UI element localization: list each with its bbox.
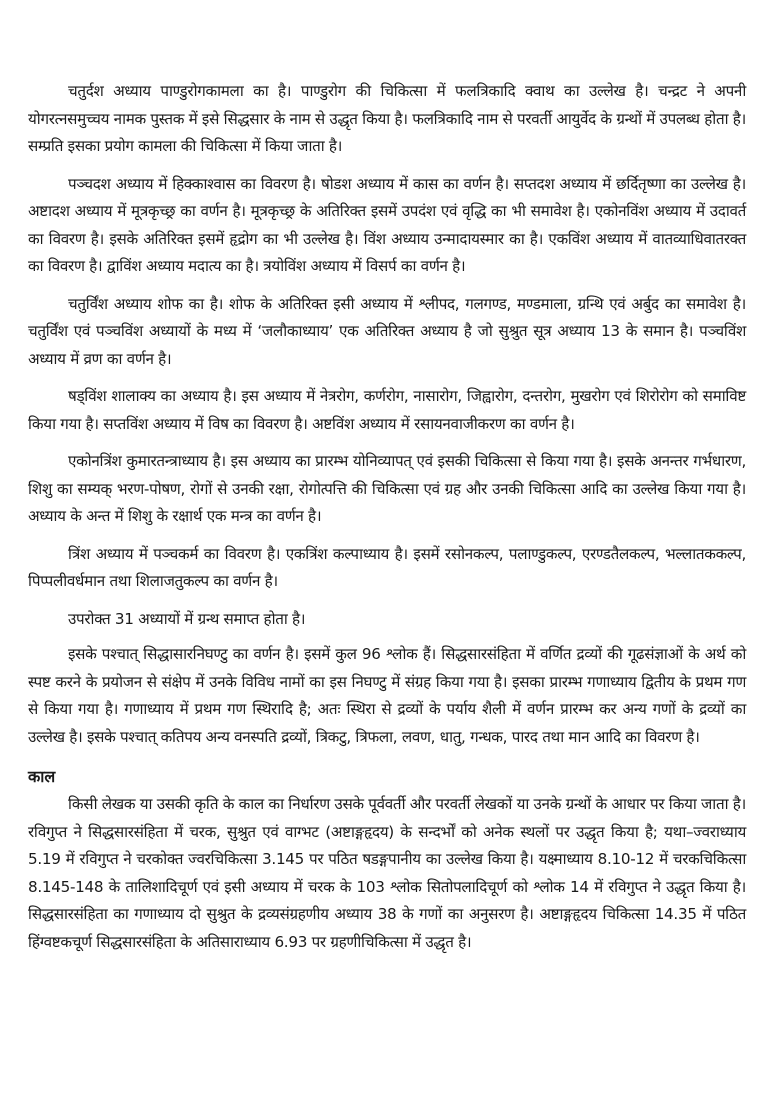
paragraph-chapters-24-25: चतुर्विंश अध्याय शोफ का है। शोफ के अतिरिक्त इसी अध्याय में श्लीपद, गलगण्ड, मण्डमाला, ग्रन्थि एवं अर्बुद का समावेश है। चतुर्विंश एवं पञ्चविंश अध्यायों के मध्य में ‘जलौकाध्याय’ एक अतिरिक्त अध्याय है जो सुश्रुत सूत्र अध्याय 13 के समान है। पञ्चविंश अध्याय में व्रण का वर्णन है। (28, 294, 746, 368)
paragraph-chapters-30-31: त्रिंश अध्याय में पञ्चकर्म का विवरण है। एकत्रिंश कल्पाध्याय है। इसमें रसोनकल्प, पलाण्डुकल्प, एरण्डतैलकल्प, भल्लातककल्प, पिप्पलीवर्धमान तथा शिलाजतुकल्प का वर्णन है। (28, 544, 746, 590)
paragraph-chapter-29: एकोनत्रिंश कुमारतन्त्राध्याय है। इस अध्याय का प्रारम्भ योनिव्यापत् एवं इसकी चिकित्सा से किया गया है। इसके अनन्तर गर्भधारण, शिशु का सम्यक् भरण-पोषण, रोगों से उनकी रक्षा, रोगोत्पत्ति की चिकित्सा एवं ग्रह और उनकी चिकित्सा आदि का उल्लेख किया गया है। अध्याय के अन्त में शिशु के रक्षार्थ एक मन्त्र का वर्णन है। (28, 452, 746, 525)
section-heading-kaal: काल (28, 767, 56, 786)
paragraph-kaal: किसी लेखक या उसकी कृति के काल का निर्धारण उसके पूर्ववर्ती और परवर्ती लेखकों या उनके ग्रन्थों के आधार पर किया जाता है। रविगुप्त ने सिद्धसारसंहिता में चरक, सुश्रुत एवं वाग्भट (अष्टाङ्गहृदय) के सन्दर्भों को अनेक स्थलों पर उद्धृत किया है; यथा–ज्वराध्याय 5.19 में रविगुप्त ने चरकोक्त ज्वरचिकित्सा 3.145 पर पठित षडङ्गपानीय का उल्लेख किया है। यक्ष्माध्याय 8.10-12 में चरकचिकित्सा 8.145-148 के तालिशादिचूर्ण एवं इसी अध्याय में चरक के 103 श्लोक सितोपलादिचूर्ण को श्लोक 14 में रविगुप्त ने उद्धृत किया है। सिद्धसारसंहिता का गणाध्याय दो सुश्रुत के द्रव्यसंग्रहणीय अध्याय 38 के गणों का अनुसरण है। अष्टाङ्गहृदय चिकित्सा 14.35 में पठित हिंग्वष्टकचूर्ण सिद्धसारसंहिता के अतिसाराध्याय 6.93 पर ग्रहणीचिकित्सा में उद्धृत है। (28, 795, 746, 951)
paragraph-chapter-14: चतुर्दश अध्याय पाण्डुरोगकामला का है। पाण्डुरोग की चिकित्सा में फलत्रिकादि क्वाथ का उल्लेख है। चन्द्रट ने अपनी योगरत्नसमुच्चय नामक पुस्तक में इसे सिद्धसार के नाम से उद्धृत किया है। फलत्रिकादि नाम से परवर्ती आयुर्वेद के ग्रन्थों में उपलब्ध होता है। सम्प्रति इसका प्रयोग कामला की चिकित्सा में किया जाता है। (28, 82, 746, 155)
paragraph-conclusion: उपरोक्त 31 अध्यायों में ग्रन्थ समाप्त होता है। (68, 609, 306, 628)
paragraph-nighantu: इसके पश्चात् सिद्धासारनिघण्टु का वर्णन है। इसमें कुल 96 श्लोक हैं। सिद्धसारसंहिता में वर्णित द्रव्यों की गूढसंज्ञाओं के अर्थ को स्पष्ट करने के प्रयोजन से संक्षेप में उनके विविध नामों का इस निघण्टु में संग्रह किया गया है। इसका प्रारम्भ गणाध्याय द्वितीय के प्रथम गण से किया गया है। गणाध्याय में प्रथम गण स्थिरादि है; अतः स्थिरा से द्रव्यों के पर्याय शैली में वर्णन प्रारम्भ कर अन्य गणों के द्रव्यों का उल्लेख है। इसके पश्चात् कतिपय अन्य वनस्पति द्रव्यों, त्रिकटु, त्रिफला, लवण, धातु, गन्धक, पारद तथा मान आदि का विवरण है। (28, 645, 746, 746)
document-page (28, 78, 746, 966)
paragraph-chapters-15-23: पञ्चदश अध्याय में हिक्काश्वास का विवरण है। षोडश अध्याय में कास का वर्णन है। सप्तदश अध्याय में छर्दितृष्णा का उल्लेख है। अष्टादश अध्याय में मूत्रकृच्छ्र का वर्णन है। मूत्रकृच्छ्र के अतिरिक्त इसमें उपदंश एवं वृद्धि का भी समावेश है। एकोनविंश अध्याय में उदावर्त का विवरण है। इसके अतिरिक्त इसमें हृद्रोग का भी उल्लेख है। विंश अध्याय उन्मादायस्मार का है। एकविंश अध्याय में वातव्याधिवातरक्त का विवरण है। द्वाविंश अध्याय मदात्य का है। त्रयोविंश अध्याय में विसर्प का वर्णन है। (28, 174, 746, 275)
paragraph-chapters-26-28: षड्विंश शालाक्य का अध्याय है। इस अध्याय में नेत्ररोग, कर्णरोग, नासारोग, जिह्वारोग, दन्तरोग, मुखरोग एवं शिरोरोग को समाविष्ट किया गया है। सप्तविंश अध्याय में विष का विवरण है। अष्टविंश अध्याय में रसायनवाजीकरण का वर्णन है। (28, 387, 746, 433)
